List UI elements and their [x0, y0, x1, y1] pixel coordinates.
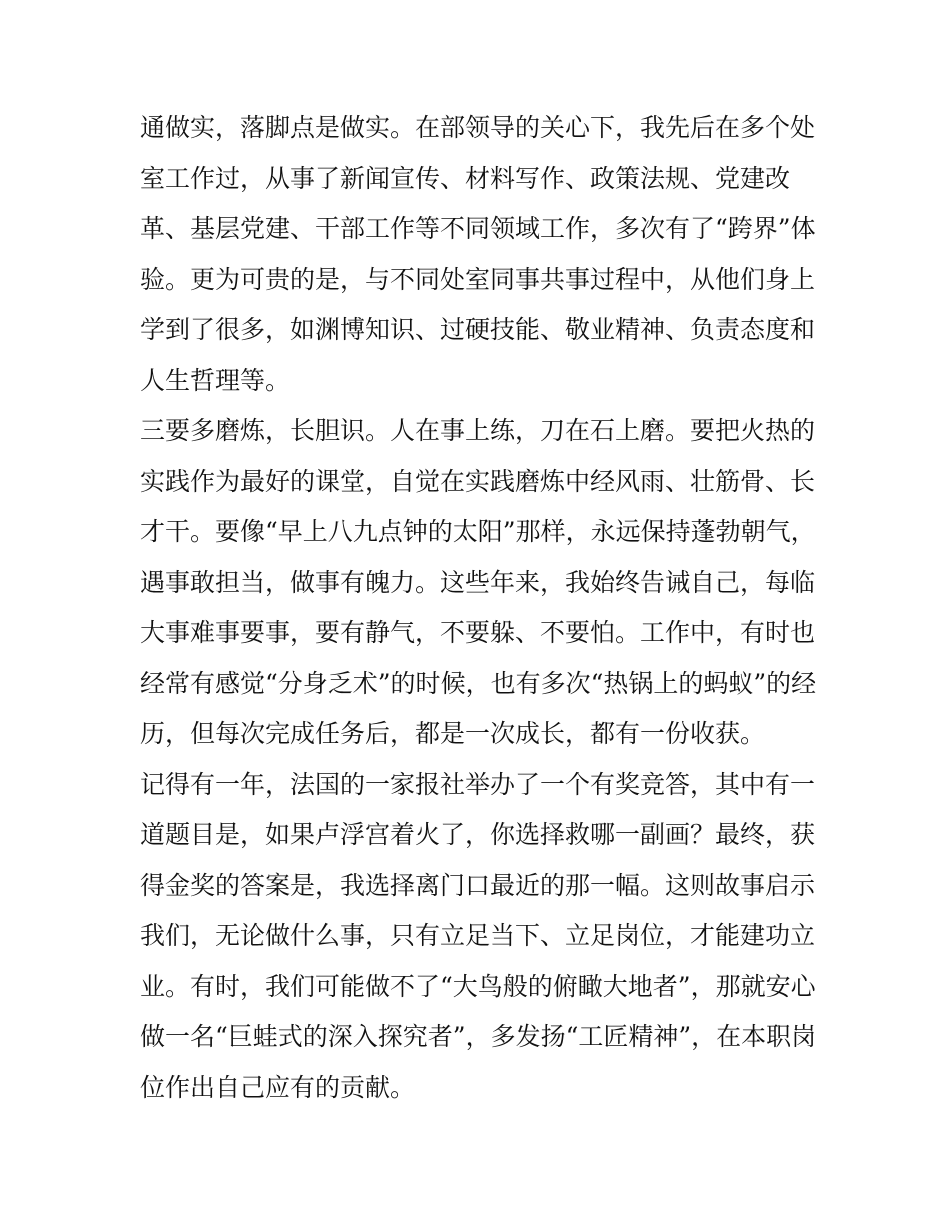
paragraph-3-line-2: 道题目是，如果卢浮宫着火了，你选择救哪一副画？最终，获 [140, 820, 816, 849]
document-body [140, 103, 820, 1113]
paragraph-3-line-1: 记得有一年，法国的一家报社举办了一个有奖竞答，其中有一 [140, 769, 816, 799]
paragraph-1-line-3: 革、基层党建、干部工作等不同领域工作，多次有了“跨界”体 [140, 214, 816, 243]
paragraph-2-line-5: 大事难事要事，要有静气，不要躲、不要怕。工作中，有时也 [140, 618, 816, 647]
paragraph-3-line-3: 得金奖的答案是，我选择离门口最近的那一幅。这则故事启示 [140, 870, 816, 900]
paragraph-1-line-2: 室工作过，从事了新闻宣传、材料写作、政策法规、党建改 [140, 163, 791, 193]
paragraph-3-line-5: 业。有时，我们可能做不了“大鸟般的俯瞰大地者”，那就安心 [140, 971, 816, 1001]
paragraph-2-line-7: 历，但每次完成任务后，都是一次成长，都有一份收获。 [140, 719, 766, 748]
paragraph-2-line-1: 三要多磨炼，长胆识。人在事上练，刀在石上磨。要把火热的 [140, 416, 816, 445]
paragraph-2-line-2: 实践作为最好的课堂，自觉在实践磨炼中经风雨、壮筋骨、长 [140, 466, 816, 496]
paragraph-2-line-6: 经常有感觉“分身乏术”的时候，也有多次“热锅上的蚂蚁”的经 [140, 668, 817, 698]
paragraph-2-line-4: 遇事敢担当，做事有魄力。这些年来，我始终告诫自己，每临 [140, 567, 816, 597]
paragraph-2-line-3: 才干。要像“早上八九点钟的太阳”那样，永远保持蓬勃朝气， [140, 517, 816, 546]
paragraph-3-line-7: 位作出自己应有的贡献。 [140, 1072, 416, 1102]
paragraph-1-line-4: 验。更为可贵的是，与不同处室同事共事过程中，从他们身上 [140, 264, 816, 294]
paragraph-3-line-4: 我们，无论做什么事，只有立足当下、立足岗位，才能建功立 [140, 921, 816, 950]
paragraph-1-line-1: 通做实，落脚点是做实。在部领导的关心下，我先后在多个处 [140, 113, 816, 142]
paragraph-1-line-5: 学到了很多，如渊博知识、过硬技能、敬业精神、负责态度和 [140, 315, 816, 344]
paragraph-3-line-6: 做一名“巨蛙式的深入探究者”，多发扬“工匠精神”，在本职岗 [140, 1022, 817, 1051]
paragraph-1-line-6: 人生哲理等。 [140, 365, 291, 395]
